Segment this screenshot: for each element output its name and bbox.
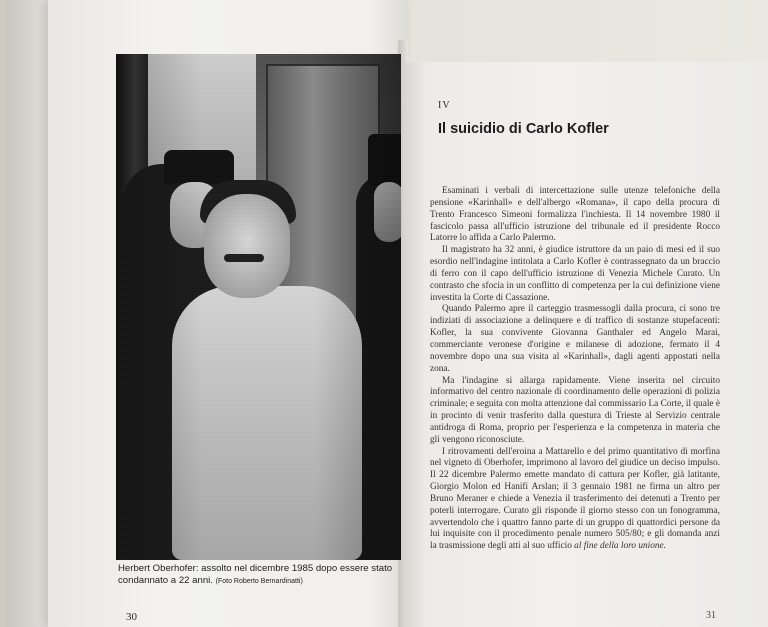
photo-caption [118, 563, 403, 588]
page-number-right: 31 [706, 610, 716, 621]
chapter-title: Il suicidio di Carlo Kofler [438, 121, 609, 137]
chapter-body [430, 186, 720, 553]
paragraph: Il magistrato ha 32 anni, è giudice istruttore da un paio di mesi ed il suo esordio nell'indagine intitolata a Carlo Kofler è contrassegnato da un braccio di ferro con il capo dell'ufficio istruzione di Venezia Michele Curato. Un contrasto che sfocia in un conflitto di competenza per la cui definizione viene investita la Corte di Cassazione. [430, 245, 720, 303]
chapter-number: IV [438, 100, 451, 111]
paragraph: Esaminati i verbali di intercettazione sulle utenze telefoniche della pensione «Karinhall» e dell'albergo «Romana», il capo della procura di Trento Francesco Simeoni formalizza l'inchiesta. Il 14 novembre 1980 il fascicolo passa all'ufficio istruzione del tribunale ed il presidente Rocco Latorre lo affida a Carlo Palermo. [430, 186, 720, 244]
paragraph-last [430, 447, 720, 554]
caption-text: Herbert Oberhofer: assolto nel dicembre 1985 dopo essere stato condannato a 22 anni. [118, 563, 393, 586]
photograph [116, 54, 401, 560]
page-stack-edge [6, 0, 50, 627]
italic-phrase: al fine della loro unione. [574, 541, 667, 552]
photo-grain [116, 54, 401, 560]
paragraph: Ma l'indagine si allarga rapidamente. Viene inserita nel circuito informativo del centro nazionale di coordinamento delle operazioni di polizia criminale; e seguita con molta attenzione dal commissario La Corte, il quale è in procinto di venir trasferito dalla questura di Trieste al Servizio centrale antidroga di Roma, proprio per l'esperienza e la competenza in materia che gli vengono riconosciute. [430, 375, 720, 445]
page-number-left: 30 [126, 611, 137, 623]
paragraph: Quando Palermo apre il carteggio trasmessogli dalla procura, ci sono tre indiziati di associazione a delinquere e di traffico di sostanze stupefacenti: Kofler, la sua convivente Giovanna Ganthaler ed Angelo Marai, commerciante veronese d'origine e milanese di adozione, fermato il 4 novembre dopo una sua visita al «Karinhall», dagli agenti appostati nella zona. [430, 304, 720, 374]
paragraph-text: I ritrovamenti dell'eroina a Mattarello e del primo quantitativo di morfina nel vigneto di Oberhofer, imprimono al lavoro del giudice un deciso impulso. Il 22 dicembre Palermo emette mandato di cattura per Kofler, già latitante, Giorgio Molon ed Hanifi Arslan; il 3 gennaio 1981 ne firma un altro per Bruno Meraner e chiede a Venezia il trasferimento dei detenuti a Trento per poterli interrogare. Curato gli risponde il giorno stesso con un fonogramma, avvertendolo che i quattro fanno parte di un gruppo di quattordici persone da lui inquisite con il procedimento penale numero 505/80; e gli domanda anzi la trasmissione degli atti al suo ufficio [430, 446, 720, 552]
photo-credit: (Foto Roberto Bernardinatti) [215, 578, 303, 585]
